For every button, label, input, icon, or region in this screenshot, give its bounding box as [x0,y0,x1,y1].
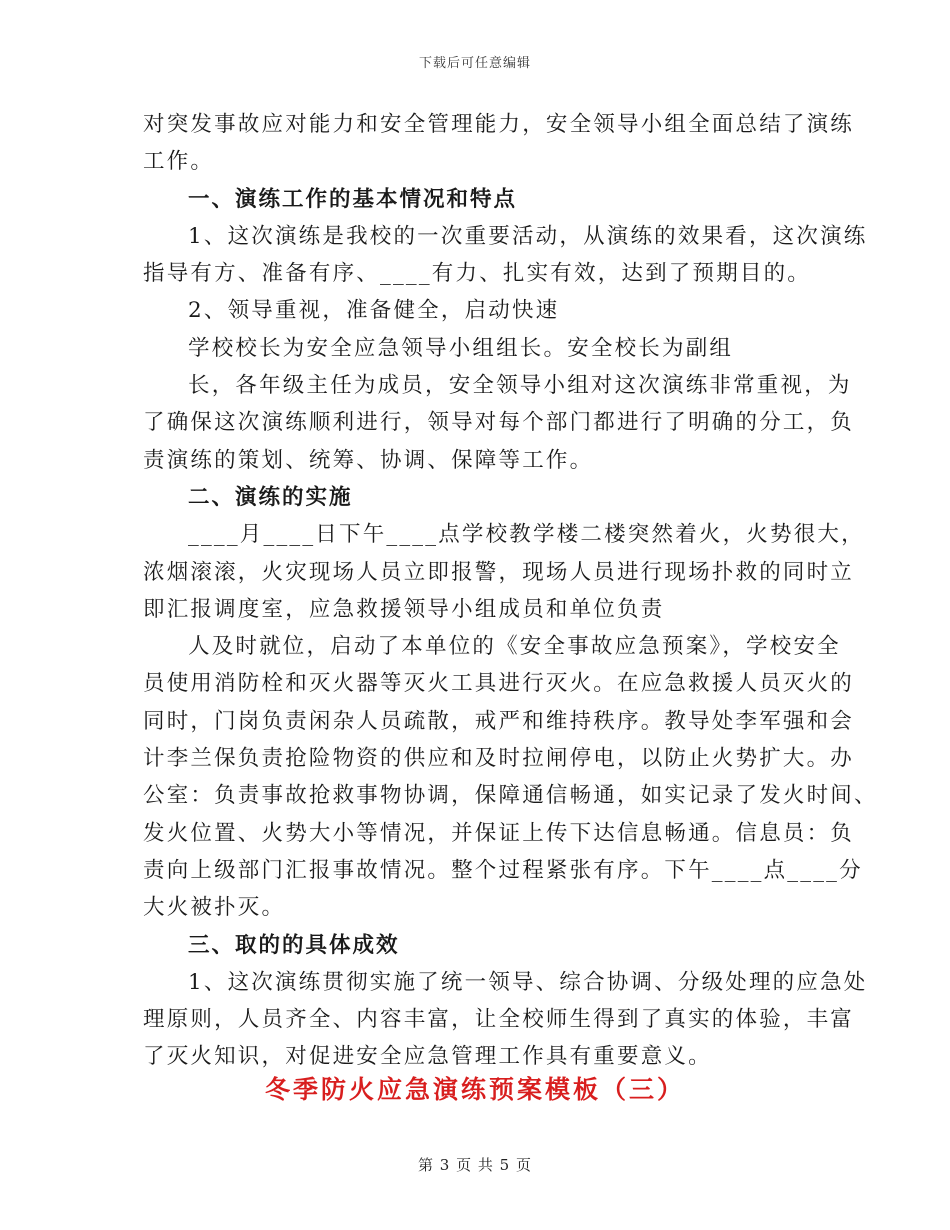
paragraph-line: 学校校长为安全应急领导小组组长。安全校长为副组 [188,335,734,361]
paragraph-line: ____月____日下午____点学校教学楼二楼突然着火，火势很大， [188,522,865,548]
page-footer: 第 3 页 共 5 页 [418,1156,532,1174]
document-body [143,106,878,1076]
page-header: 下载后可任意编辑 [418,56,531,71]
paragraph-line: 大火被扑灭。 [143,895,286,921]
paragraph-line: 了确保这次演练顺利进行，领导对每个部门都进行了明确的分工，负 [143,410,855,436]
paragraph-line: 2、领导重视，准备健全，启动快速 [188,298,560,324]
paragraph-line: 员使用消防栓和灭火器等灭火工具进行灭火。在应急救援人员灭火的 [143,671,855,697]
paragraph-line: 长，各年级主任为成员，安全领导小组对这次演练非常重视，为 [188,373,852,399]
next-section-title: 冬季防火应急演练预案模板（三） [264,1075,685,1104]
paragraph-line: 1、这次演练是我校的一次重要活动，从演练的效果看，这次演练 [188,223,868,249]
paragraph-line: 发火位置、火势大小等情况，并保证上传下达信息畅通。信息员：负 [143,820,855,846]
paragraph-line: 即汇报调度室，应急救援领导小组成员和单位负责 [143,596,665,622]
paragraph-line: 计李兰保负责抢险物资的供应和及时拉闸停电，以防止火势扩大。办 [143,746,855,772]
paragraph-line: 1、这次演练贯彻实施了统一领导、综合协调、分级处理的应急处 [188,969,868,995]
paragraph-line: 人及时就位，启动了本单位的《安全事故应急预案》，学校安全 [188,634,841,660]
paragraph-line: 公室：负责事故抢救事物协调，保障通信畅通，如实记录了发火时间、 [143,783,878,809]
paragraph-line: 指导有方、准备有序、____有力、扎实有效，达到了预期目的。 [143,261,812,287]
paragraph-line: 理原则，人员齐全、内容丰富，让全校师生得到了真实的体验，丰富 [143,1007,855,1033]
paragraph-line: 责向上级部门汇报事故情况。整个过程紧张有序。下午____点____分 [143,857,863,883]
paragraph-line: 对突发事故应对能力和安全管理能力，安全领导小组全面总结了演练 [143,112,855,137]
section-heading-2: 二、演练的实施 [188,484,353,510]
paragraph-line: 了灭火知识，对促进安全应急管理工作具有重要意义。 [143,1044,712,1070]
section-heading-3: 三、取的的具体成效 [188,932,400,958]
paragraph-line: 责演练的策划、统筹、协调、保障等工作。 [143,447,594,473]
paragraph-line: 工作。 [143,149,215,175]
paragraph-line: 同时，门岗负责闲杂人员疏散，戒严和维持秩序。教导处李军强和会 [143,708,855,734]
section-heading-1: 一、演练工作的基本情况和特点 [188,186,518,212]
paragraph-line: 浓烟滚滚，火灾现场人员立即报警，现场人员进行现场扑救的同时立 [143,559,855,585]
